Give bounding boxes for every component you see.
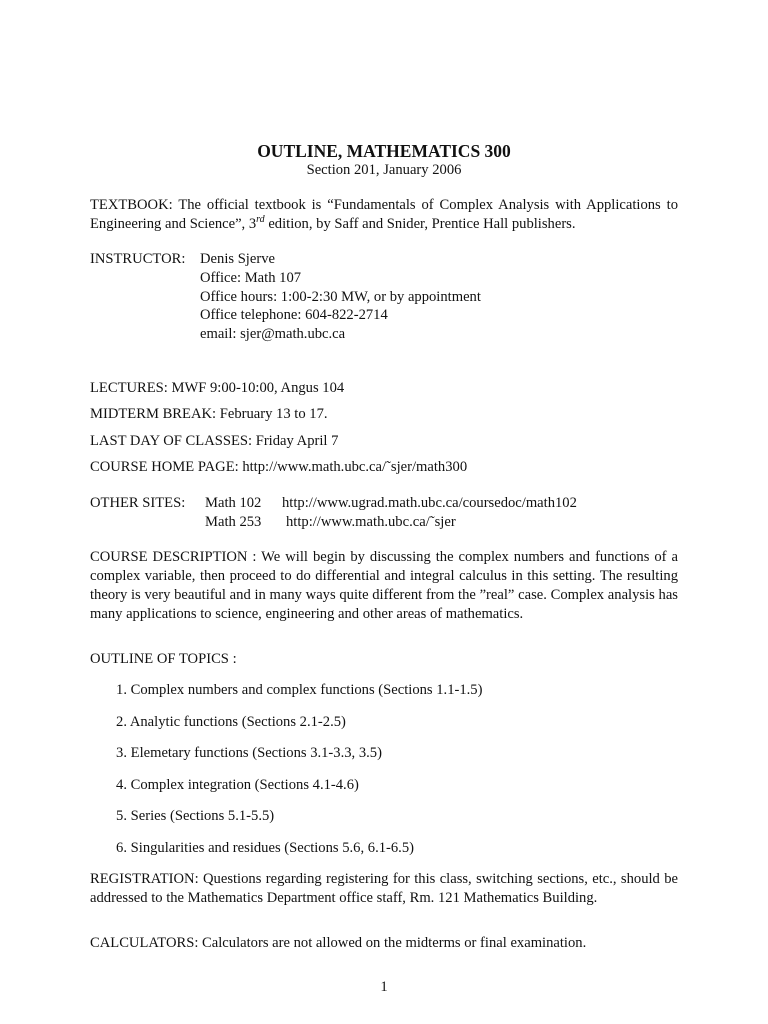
textbook-text: TEXTBOOK: The official textbook is “Fundamentals of Complex Analysis with Applications to Engineering and Science”, 3	[90, 197, 678, 232]
instructor-email: email: sjer@math.ubc.ca	[200, 326, 346, 342]
other-site-course: Math 102	[205, 495, 262, 511]
other-site-url: http://www.ugrad.math.ubc.ca/coursedoc/math102	[282, 495, 577, 511]
outline-heading: OUTLINE OF TOPICS :	[90, 651, 237, 667]
course-description-paragraph: COURSE DESCRIPTION : We will begin by discussing the complex numbers and functions of a complex variable, then proceed to do differential and integral calculus in this setting. The resulting theory is very beautiful and in many ways quite different from the ”real” case. Complex analysis has many applications to science, engineering and other areas of mathematics.	[90, 549, 678, 622]
page-number: 1	[380, 979, 388, 995]
instructor-office-hours: Office hours: 1:00-2:30 MW, or by appointment	[200, 289, 481, 305]
lectures-line: LECTURES: MWF 9:00-10:00, Angus 104	[90, 380, 345, 396]
other-site-url: http://www.math.ubc.ca/˜sjer	[286, 514, 456, 530]
topic-item	[90, 807, 274, 826]
topic-text: Analytic functions (Sections 2.1-2.5)	[129, 714, 346, 730]
textbook-text-tail: edition, by Saff and Snider, Prentice Hall publishers.	[264, 216, 576, 232]
other-site-course: Math 253	[205, 514, 262, 530]
last-day-line: LAST DAY OF CLASSES: Friday April 7	[90, 433, 339, 449]
instructor-office: Office: Math 107	[200, 270, 302, 286]
topic-text: Complex integration (Sections 4.1-4.6)	[130, 777, 359, 793]
document-subtitle: Section 201, January 2006	[306, 162, 462, 178]
midterm-break-line: MIDTERM BREAK: February 13 to 17.	[90, 406, 328, 422]
topic-item	[90, 744, 382, 763]
topic-item	[90, 776, 359, 795]
instructor-telephone: Office telephone: 604-822-2714	[200, 307, 388, 323]
topic-text: Complex numbers and complex functions (Sections 1.1-1.5)	[130, 682, 483, 698]
topic-item	[90, 681, 482, 700]
topic-text: Elemetary functions (Sections 3.1-3.3, 3.5)	[130, 745, 382, 761]
registration-paragraph: REGISTRATION: Questions regarding registering for this class, switching sections, etc., should be addressed to the Mathematics Department office staff, Rm. 121 Mathematics Building.	[90, 871, 678, 906]
calculators-line: CALCULATORS: Calculators are not allowed on the midterms or final examination.	[90, 935, 587, 951]
textbook-paragraph	[90, 196, 678, 234]
topic-number: 1.	[116, 682, 127, 698]
topic-text: Singularities and residues (Sections 5.6, 6.1-6.5)	[130, 840, 414, 856]
topic-item	[90, 713, 346, 732]
topic-number: 2.	[116, 714, 127, 730]
topic-text: Series (Sections 5.1-5.5)	[130, 808, 275, 824]
instructor-name: Denis Sjerve	[200, 251, 275, 267]
instructor-label: INSTRUCTOR:	[90, 251, 186, 267]
topic-number: 5.	[116, 808, 127, 824]
topic-number: 3.	[116, 745, 127, 761]
topic-number: 4.	[116, 777, 127, 793]
course-home-page-line: COURSE HOME PAGE: http://www.math.ubc.ca/˜sjer/math300	[90, 459, 468, 475]
topic-item	[90, 839, 414, 858]
other-sites-label: OTHER SITES:	[90, 495, 186, 511]
document-title: OUTLINE, MATHEMATICS 300	[257, 141, 511, 161]
textbook-edition-superscript: rd	[256, 214, 265, 226]
topic-number: 6.	[116, 840, 127, 856]
